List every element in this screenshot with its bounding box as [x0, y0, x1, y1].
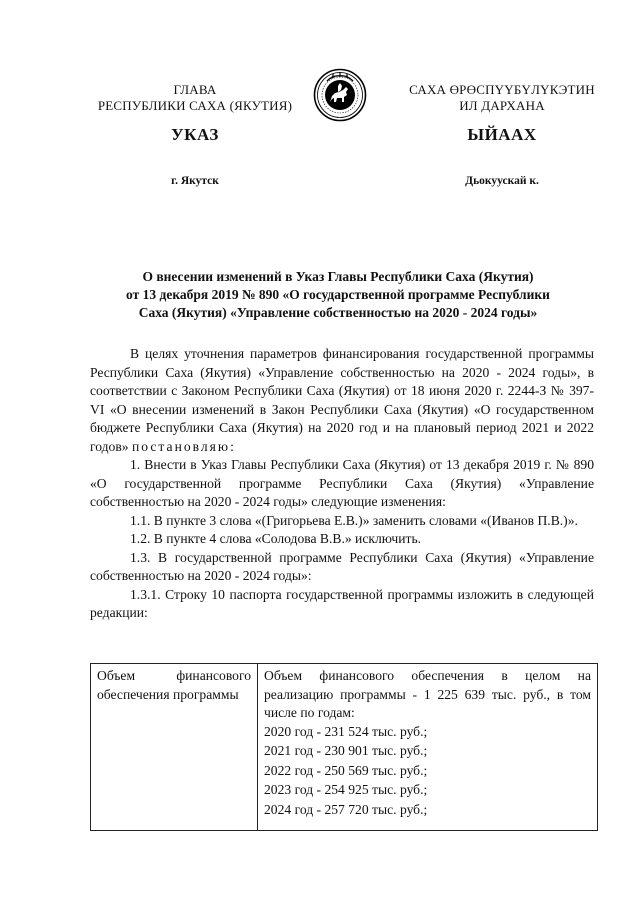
- year-row: 2022 год - 250 569 тыс. руб.;: [264, 762, 428, 778]
- paragraph-1-3-1: 1.3.1. Строку 10 паспорта государственной программы изложить в следующей редакции:: [90, 586, 594, 620]
- issuer-header-sah: [382, 82, 622, 114]
- intro-paragraph: [90, 345, 594, 456]
- year-row: 2021 год - 230 901 тыс. руб.;: [264, 743, 428, 758]
- doc-type-sah: ЫЙААХ: [467, 125, 537, 144]
- issuer-line-2: РЕСПУБЛИКИ САХА (ЯКУТИЯ): [97, 98, 293, 113]
- paragraph-1-3: 1.3. В государственной программе Республики Саха (Якутия) «Управление собственностью на 2020 - 2024 годы»:: [90, 549, 594, 583]
- decree-word: постановляю:: [131, 438, 236, 454]
- coat-of-arms-emblem-icon: [313, 68, 367, 122]
- title-line-3: Саха (Якутия) «Управление собственностью на 2020 - 2024 годы»: [138, 305, 538, 320]
- decree-title: [88, 268, 588, 322]
- table-left-cell: Объем финансового обеспечения программы: [91, 664, 258, 830]
- place-sah: Дьокуускай к.: [465, 175, 539, 187]
- issuer-line-2-sah: ИЛ ДАРХАНА: [459, 98, 545, 113]
- funding-table: [90, 663, 598, 831]
- title-line-1: О внесении изменений в Указ Главы Республики Саха (Якутия): [142, 269, 534, 284]
- year-row: 2020 год - 231 524 тыс. руб.;: [264, 723, 428, 739]
- title-line-2: от 13 декабря 2019 № 890 «О государственной программе Республики: [126, 287, 550, 302]
- place-ru: г. Якутск: [171, 175, 219, 187]
- issuer-line-1: ГЛАВА: [173, 82, 217, 97]
- intro-text: В целях уточнения параметров финансирования государственной программы Республики Саха (Якутия) «Управление собственностью на 2020 - 2024 годы», в соответствии с Законом Республики Саха (Якутия) от 18 июня 2020 г. 2244-З № 397-VI «О внесении изменений в Закон Республики Саха (Якутия) «О государственном бюджете Республики Саха (Якутия) на 2020 год и на плановый период 2021 и 2022 годов»: [90, 346, 594, 454]
- doc-type-ru: УКАЗ: [171, 125, 219, 144]
- issuer-header-ru: [70, 82, 320, 114]
- funding-intro: Объем финансового обеспечения в целом на реализацию программы - 1 225 639 тыс. руб., в том числе по годам:: [264, 668, 591, 720]
- paragraph-1-1: 1.1. В пункте 3 слова «(Григорьева Е.В.)» заменить словами «(Иванов П.В.)».: [130, 512, 578, 528]
- table-right-cell: [258, 664, 597, 830]
- issuer-line-1-sah: САХА ӨРӨСПҮҮБҮЛҮКЭТИН: [409, 82, 595, 97]
- decree-body: [90, 345, 594, 623]
- paragraph-1-2: 1.2. В пункте 4 слова «Солодова В.В.» исключить.: [130, 531, 422, 546]
- year-row: 2024 год - 257 720 тыс. руб.;: [264, 801, 428, 817]
- year-row: 2023 год - 254 925 тыс. руб.;: [264, 782, 428, 797]
- paragraph-1: 1. Внести в Указ Главы Республики Саха (Якутия) от 13 декабря 2019 г. № 890 «О государственной программе Республики Саха (Якутия) «Управление собственностью на 2020 - 2024 годы» следующие изменения:: [90, 457, 594, 509]
